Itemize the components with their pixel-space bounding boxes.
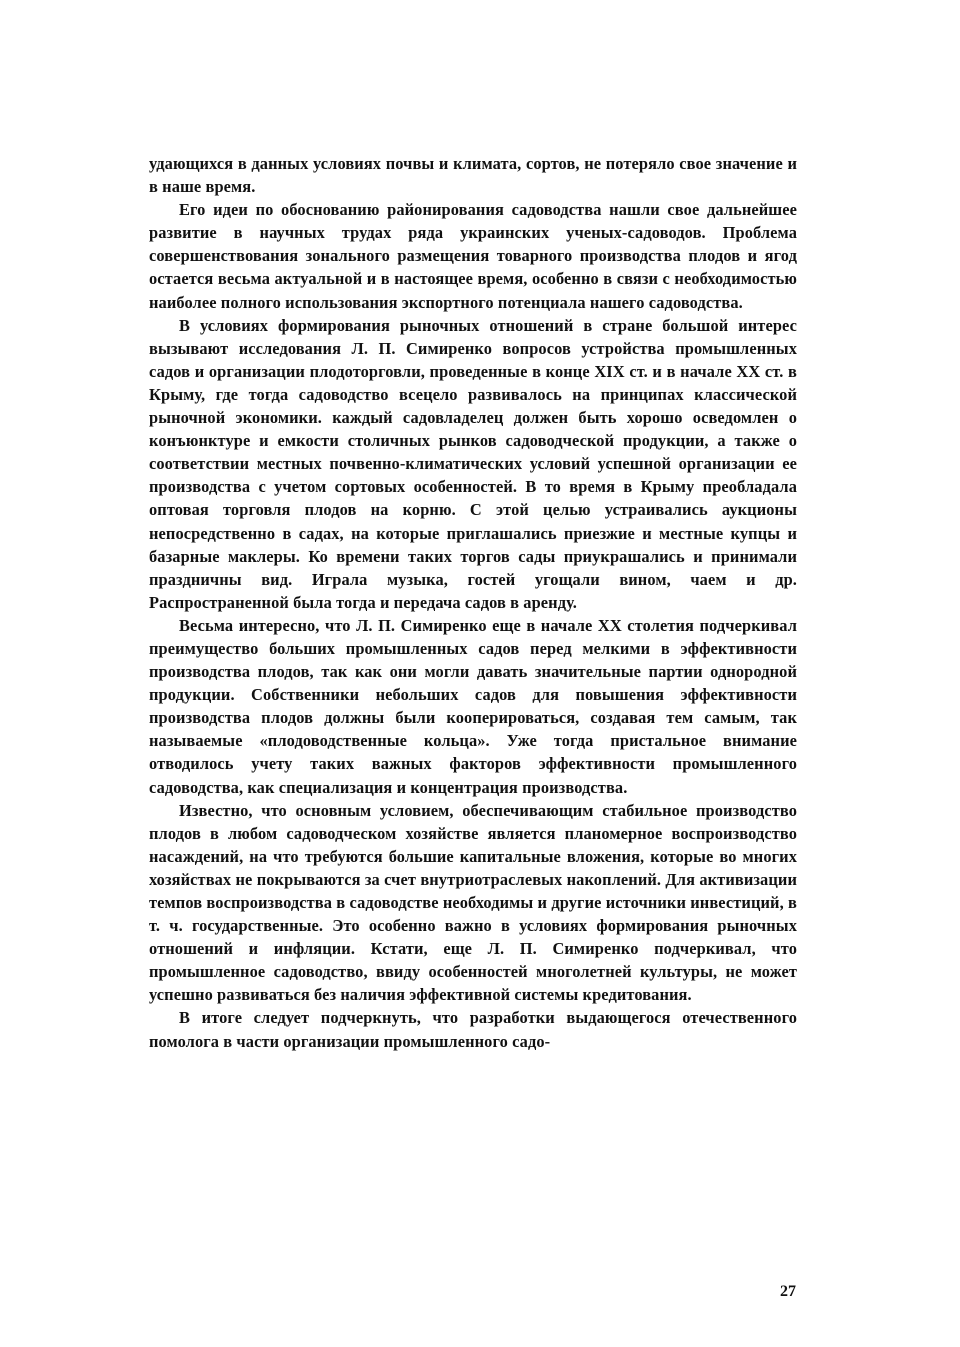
body-text [149, 152, 797, 1053]
paragraph-reproduction: Известно, что основным условием, обеспечивающим стабильное производство плодов в любом садоводческом хозяйстве является планомерное воспроизводство насаждений, на что требуются большие капитальные вложения, которые во многих хозяйствах не покрываются за счет внутриотраслевых накоплений. Для активизации темпов воспроизводства в садоводстве необходимы и другие источники инвестиций, в т. ч. государственные. Это особенно важно в условиях формирования рыночных отношений и инфляции. Кстати, еще Л. П. Симиренко подчеркивал, что промышленное садоводство, ввиду особенностей многолетней культуры, не может успешно развиваться без наличия эффективной системы кредитования. [149, 800, 797, 1005]
page-number: 27 [780, 1283, 796, 1300]
paragraph-conclusion: В итоге следует подчеркнуть, что разработки выдающегося отечественного помолога в части организации промышленного садо- [149, 1008, 797, 1051]
paragraph-market-relations: В условиях формирования рыночных отношений в стране большой интерес вызывают исследования Л. П. Симиренко вопросов устройства промышленных садов и организации плодоторговли, проведенные в конце XIX ст. и в начале XX ст. в Крыму, где тогда садоводство всецело развивалось на принципах классической рыночной экономики. каждый садовладелец должен быть хорошо осведомлен о конъюнктуре и емкости столичных рынков садоводческой продукции, а также о соответствии местных почвенно-климатических условий успешной организации ее производства с учетом сортовых особенностей. В то время в Крыму преобладала оптовая торговля плодов на корню. С этой целью устраивались аукционы непосредственно в садах, на которые приглашались приезжие и местные купцы и базарные маклеры. Ко времени таких торгов сады приукрашались и принимали праздничны вид. Играла музыка, гостей угощали вином, чаем и др. Распространенной была тогда и передача садов в аренду. [149, 315, 797, 612]
paragraph-continued: удающихся в данных условиях почвы и климата, сортов, не потеряло свое значение и в наше время. [149, 154, 797, 197]
paragraph-zoning-ideas: Его идеи по обоснованию районирования садоводства нашли свое дальнейшее развитие в научных трудах ряда украинских ученых-садоводов. Проблема совершенствования зонального размещения товарного производства плодов и ягод остается весьма актуальной и в настоящее время, особенно в связи с необходимостью наиболее полного использования экспортного потенциала нашего садоводства. [149, 200, 797, 312]
paragraph-large-orchards: Весьма интересно, что Л. П. Симиренко еще в начале XX столетия подчеркивал преимущество больших промышленных садов перед мелкими в эффективности производства плодов, так как они могли давать значительные партии однородной продукции. Собственники небольших садов для повышения эффективности производства плодов должны были кооперироваться, создавая тем самым, так называемые «плодоводственные кольца». Уже тогда пристальное внимание отводилось учету таких важных факторов эффективности промышленного садоводства, как специализация и концентрация производства. [149, 615, 797, 797]
